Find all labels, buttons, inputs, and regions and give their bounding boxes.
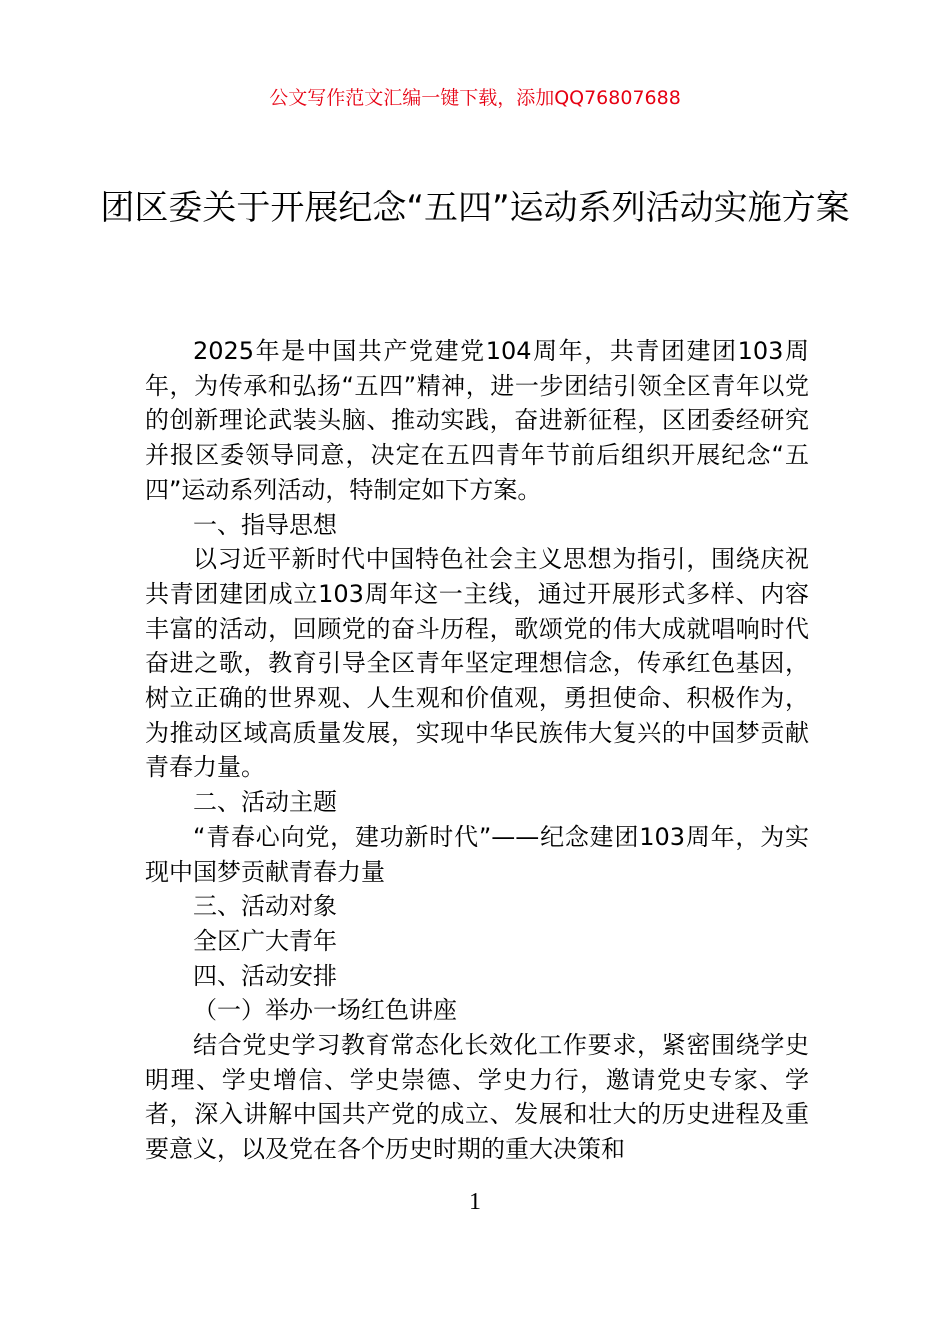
- heading-guiding-thought: 一、指导思想: [193, 510, 337, 539]
- paragraph-activity-theme: “青春心向党，建功新时代”——纪念建团103周年，为实现中国梦贡献青春力量: [145, 822, 809, 886]
- heading-activity-arrangement: 四、活动安排: [193, 961, 337, 990]
- page-number: 1: [469, 1189, 481, 1215]
- header-download-note: 公文写作范文汇编一键下载，添加QQ76807688: [269, 87, 681, 109]
- paragraph-red-lecture: 结合党史学习教育常态化长效化工作要求，紧密围绕学史明理、学史增信、学史崇德、学史力行，邀请党史专家、学者，深入讲解中国共产党的成立、发展和壮大的历史进程及重要意义，以及党在各个历史时期的重大决策和: [145, 1031, 809, 1164]
- document-title: 团区委关于开展纪念“五四”运动系列活动实施方案: [100, 188, 850, 228]
- heading-activity-target: 三、活动对象: [193, 892, 337, 921]
- heading-activity-theme: 二、活动主题: [193, 788, 337, 817]
- document-body: [145, 334, 809, 1167]
- subheading-red-lecture: （一）举办一场红色讲座: [193, 996, 457, 1025]
- paragraph-activity-target: 全区广大青年: [193, 926, 337, 955]
- paragraph-guiding-thought: 以习近平新时代中国特色社会主义思想为指引，围绕庆祝共青团建团成立103周年这一主线，通过开展形式多样、内容丰富的活动，回顾党的奋斗历程，歌颂党的伟大成就唱响时代奋进之歌，教育引导全区青年坚定理想信念，传承红色基因，树立正确的世界观、人生观和价值观，勇担使命、积极作为，为推动区域高质量发展，实现中华民族伟大复兴的中国梦贡献青春力量。: [145, 545, 809, 782]
- paragraph-intro: 2025年是中国共产党建党104周年，共青团建团103周年，为传承和弘扬“五四”精神，进一步团结引领全区青年以党的创新理论武装头脑、推动实践，奋进新征程，区团委经研究并报区委领导同意，决定在五四青年节前后组织开展纪念“五四”运动系列活动，特制定如下方案。: [145, 337, 809, 504]
